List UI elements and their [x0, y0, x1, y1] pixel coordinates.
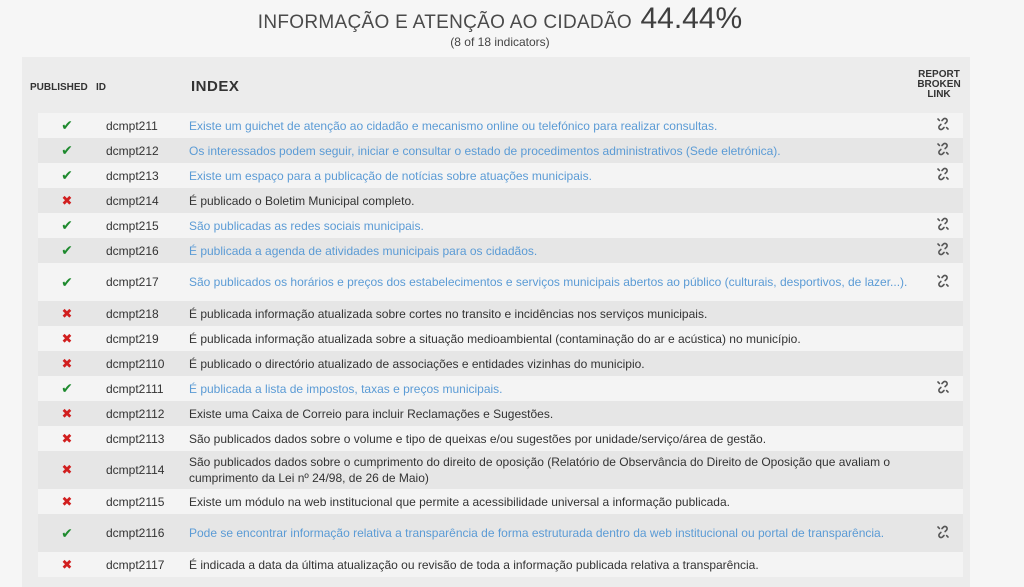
- report-cell: [923, 117, 963, 134]
- check-icon: ✔: [61, 524, 73, 541]
- table-row: [38, 552, 963, 577]
- indicator-id: dcmpt215: [106, 218, 159, 233]
- published-cell: [38, 356, 96, 372]
- indicators-table: [22, 57, 970, 587]
- indicator-link[interactable]: Existe um guichet de atenção ao cidadão e mecanismo online ou telefónico para realizar consultas.: [189, 118, 718, 133]
- check-icon: ✔: [61, 167, 73, 183]
- indicator-id: dcmpt2114: [106, 463, 165, 477]
- column-index: INDEX: [191, 78, 240, 95]
- check-icon: ✔: [61, 380, 73, 396]
- published-cell: [38, 193, 96, 209]
- published-cell: [38, 142, 96, 159]
- indicator-link[interactable]: Os interessados podem seguir, iniciar e consultar o estado de procedimentos administrativos (Sede eletrónica).: [189, 143, 781, 158]
- report-cell: [923, 274, 963, 291]
- table-row: [38, 113, 963, 138]
- table-row: [38, 163, 963, 188]
- indicator-id: dcmpt216: [106, 243, 159, 258]
- cross-icon: ✖: [61, 192, 73, 208]
- table-row: [38, 376, 963, 401]
- published-cell: [38, 117, 96, 134]
- indicator-text: É publicado o directório atualizado de associações e entidades vizinhas do municipio.: [189, 356, 645, 371]
- table-body: [38, 113, 963, 577]
- published-cell: [38, 331, 96, 347]
- broken-link-icon[interactable]: [936, 167, 950, 184]
- broken-link-icon[interactable]: [936, 117, 950, 134]
- check-icon: ✔: [61, 273, 73, 290]
- published-cell: [38, 242, 96, 259]
- page-title: [0, 2, 1000, 36]
- report-cell: [923, 167, 963, 184]
- indicator-text: Existe um módulo na web institucional que permite a acessibilidade universal a informação publicada.: [189, 494, 730, 509]
- published-cell: [38, 494, 96, 510]
- table-row: [38, 263, 963, 301]
- indicator-id: dcmpt2112: [106, 406, 165, 421]
- published-cell: [38, 167, 96, 184]
- indicator-id: dcmpt219: [106, 331, 159, 346]
- published-cell: [38, 462, 96, 478]
- check-icon: ✔: [61, 142, 73, 158]
- check-icon: ✔: [61, 217, 73, 233]
- indicator-link[interactable]: É publicada a agenda de atividades municipais para os cidadãos.: [189, 243, 538, 258]
- cross-icon: ✖: [61, 405, 73, 421]
- indicator-id: dcmpt211: [106, 118, 158, 133]
- cross-icon: ✖: [61, 305, 73, 321]
- table-row: [38, 451, 963, 489]
- cross-icon: ✖: [61, 462, 73, 477]
- broken-link-icon[interactable]: [936, 217, 950, 234]
- indicator-text: São publicados dados sobre o cumprimento do direito de oposição (Relatório de Observância do Direito de Oposição que avaliam o cumprimento da Lei nº 24/98, de 26 de Maio): [189, 455, 891, 485]
- indicator-link[interactable]: É publicada a lista de impostos, taxas e preços municipais.: [189, 381, 503, 396]
- table-row: [38, 401, 963, 426]
- indicator-id: dcmpt2111: [106, 381, 164, 396]
- published-cell: [38, 525, 96, 542]
- indicator-link[interactable]: São publicados os horários e preços dos estabelecimentos e serviços municipais abertos ao público (culturais, desportivos, de lazer...).: [189, 275, 908, 289]
- check-icon: ✔: [61, 242, 73, 258]
- published-cell: [38, 306, 96, 322]
- table-header: [22, 57, 970, 111]
- indicator-text: São publicados dados sobre o volume e tipo de queixas e/ou sugestões por unidade/serviço/área de gestão.: [189, 431, 767, 446]
- indicator-link[interactable]: Existe um espaço para a publicação de notícias sobre atuações municipais.: [189, 168, 592, 183]
- indicator-text: Existe uma Caixa de Correio para incluir Reclamações e Sugestões.: [189, 406, 554, 421]
- report-cell: [923, 242, 963, 259]
- column-published: PUBLISHED: [30, 82, 88, 93]
- cross-icon: ✖: [61, 355, 73, 371]
- table-row: [38, 188, 963, 213]
- table-row: [38, 213, 963, 238]
- indicator-id: dcmpt2113: [106, 431, 165, 446]
- indicator-link[interactable]: Pode se encontrar informação relativa a transparência de forma estruturada dentro da web institucional ou portal de transparência.: [189, 526, 885, 540]
- report-cell: [923, 525, 963, 542]
- table-row: [38, 426, 963, 451]
- indicator-id: dcmpt2117: [106, 557, 165, 572]
- broken-link-icon[interactable]: [936, 525, 950, 542]
- table-row: [38, 351, 963, 376]
- indicator-id: dcmpt2110: [106, 356, 165, 371]
- indicator-id: dcmpt218: [106, 306, 159, 321]
- table-row: [38, 514, 963, 552]
- indicator-text: É publicado o Boletim Municipal completo.: [189, 193, 415, 208]
- table-row: [38, 138, 963, 163]
- published-cell: [38, 406, 96, 422]
- indicator-link[interactable]: São publicadas as redes sociais municipais.: [189, 218, 424, 233]
- broken-link-icon[interactable]: [936, 142, 950, 159]
- table-row: [38, 326, 963, 351]
- check-icon: ✔: [61, 117, 73, 133]
- indicator-id: dcmpt213: [106, 168, 159, 183]
- column-id: ID: [96, 82, 106, 93]
- indicator-id: dcmpt217: [106, 275, 159, 289]
- cross-icon: ✖: [61, 493, 73, 509]
- report-cell: [923, 217, 963, 234]
- percentage-value: 44.44%: [640, 2, 743, 35]
- indicator-id: dcmpt212: [106, 143, 159, 158]
- indicator-text: É publicada informação atualizada sobre a situação medioambiental (contaminação do ar e acústica) no município.: [189, 331, 801, 346]
- indicator-id: dcmpt214: [106, 193, 159, 208]
- published-cell: [38, 217, 96, 234]
- published-cell: [38, 380, 96, 397]
- broken-link-icon[interactable]: [936, 274, 950, 291]
- column-report: REPORT BROKEN LINK: [917, 69, 961, 100]
- cross-icon: ✖: [61, 556, 73, 572]
- published-cell: [38, 557, 96, 573]
- table-row: [38, 301, 963, 326]
- cross-icon: ✖: [61, 430, 73, 446]
- cross-icon: ✖: [61, 330, 73, 346]
- report-cell: [923, 142, 963, 159]
- indicator-count: (8 of 18 indicators): [450, 35, 550, 49]
- broken-link-icon[interactable]: [936, 380, 950, 397]
- report-cell: [923, 380, 963, 397]
- section-title: INFORMAÇÃO E ATENÇÃO AO CIDADÃO: [257, 12, 633, 33]
- published-cell: [38, 431, 96, 447]
- indicator-text: É publicada informação atualizada sobre cortes no transito e incidências nos serviços municipais.: [189, 306, 708, 321]
- table-row: [38, 489, 963, 514]
- indicator-id: dcmpt2115: [106, 494, 165, 509]
- indicator-text: É indicada a data da última atualização ou revisão de toda a informação publicada relativa a transparência.: [189, 557, 759, 572]
- table-row: [38, 238, 963, 263]
- published-cell: [38, 274, 96, 291]
- broken-link-icon[interactable]: [936, 242, 950, 259]
- indicator-id: dcmpt2116: [106, 526, 165, 540]
